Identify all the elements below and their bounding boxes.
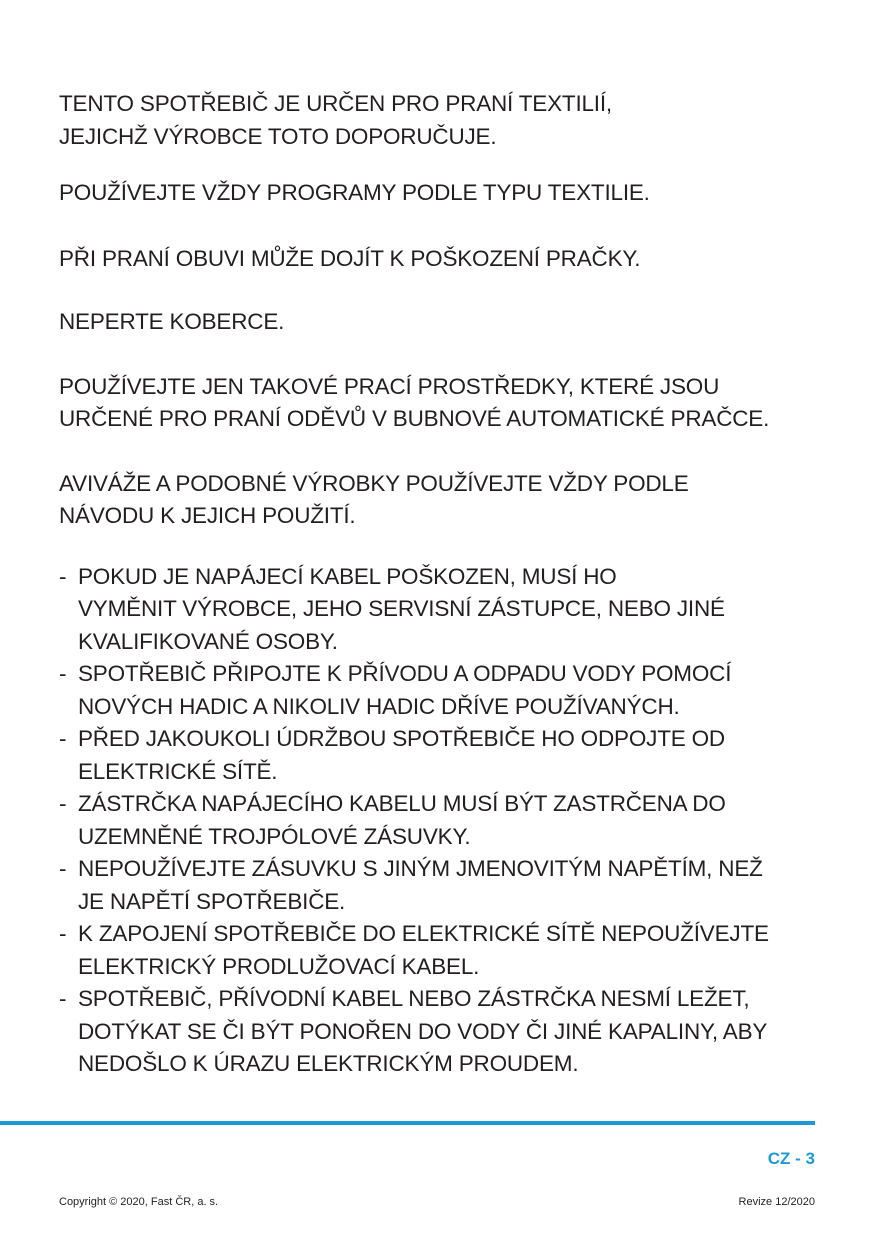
text-line: NÁVODU K JEJICH POUŽITÍ. — [59, 503, 356, 528]
list-bullet: - — [59, 921, 67, 946]
list-item — [59, 788, 819, 853]
revision-label: Revize 12/2020 — [738, 1196, 815, 1208]
paragraph-detergents — [59, 371, 819, 436]
document-body — [59, 88, 819, 1081]
list-bullet: - — [59, 726, 67, 751]
paragraph-carpets — [59, 306, 819, 339]
paragraph-programs — [59, 177, 819, 210]
text-line: UZEMNĚNÉ TROJPÓLOVÉ ZÁSUVKY. — [78, 823, 471, 849]
text-line: DOTÝKAT SE ČI BÝT PONOŘEN DO VODY ČI JINÉ KAPALINY, ABY — [78, 1018, 768, 1044]
text-line: NOVÝCH HADIC A NIKOLIV HADIC DŘÍVE POUŽÍVANÝCH. — [78, 693, 680, 719]
list-item — [59, 561, 819, 659]
list-item — [59, 918, 819, 983]
text-line: KVALIFIKOVANÉ OSOBY. — [78, 628, 338, 654]
paragraph-intended-use — [59, 88, 819, 153]
page-number: CZ - 3 — [767, 1149, 815, 1168]
text-line: SPOTŘEBIČ PŘIPOJTE K PŘÍVODU A ODPADU VODY POMOCÍ — [78, 661, 732, 686]
text-line: PŘED JAKOUKOLI ÚDRŽBOU SPOTŘEBIČE HO ODPOJTE OD — [78, 726, 725, 751]
list-item — [59, 983, 819, 1081]
paragraph-shoes — [59, 243, 819, 276]
safety-list — [59, 561, 819, 1081]
text-line: POKUD JE NAPÁJECÍ KABEL POŠKOZEN, MUSÍ HO — [78, 563, 617, 589]
list-item — [59, 723, 819, 788]
list-bullet: - — [59, 791, 67, 816]
list-item — [59, 853, 819, 918]
text-line: TENTO SPOTŘEBIČ JE URČEN PRO PRANÍ TEXTILIÍ, — [59, 91, 612, 116]
text-line: VYMĚNIT VÝROBCE, JEHO SERVISNÍ ZÁSTUPCE, NEBO JINÉ — [78, 596, 725, 621]
list-bullet: - — [59, 563, 67, 589]
text-line: AVIVÁŽE A PODOBNÉ VÝROBKY POUŽÍVEJTE VŽDY PODLE — [59, 470, 689, 496]
list-item — [59, 658, 819, 723]
text-line: JE NAPĚTÍ SPOTŘEBIČE. — [78, 888, 346, 914]
text-line: PŘI PRANÍ OBUVI MŮŽE DOJÍT K POŠKOZENÍ PRAČKY. — [59, 245, 641, 271]
text-line: URČENÉ PRO PRANÍ ODĚVŮ V BUBNOVÉ AUTOMATICKÉ PRAČCE. — [59, 406, 770, 431]
text-line: ZÁSTRČKA NAPÁJECÍHO KABELU MUSÍ BÝT ZASTRČENA DO — [78, 791, 726, 816]
footer-divider — [0, 1121, 815, 1125]
list-bullet: - — [59, 856, 67, 881]
text-line: POUŽÍVEJTE JEN TAKOVÉ PRACÍ PROSTŘEDKY, KTERÉ JSOU — [59, 373, 720, 399]
copyright-notice: Copyright © 2020, Fast ČR, a. s. — [59, 1196, 219, 1208]
list-bullet: - — [59, 986, 67, 1011]
text-line: JEJICHŽ VÝROBCE TOTO DOPORUČUJE. — [59, 123, 497, 149]
text-line: NEDOŠLO K ÚRAZU ELEKTRICKÝM PROUDEM. — [78, 1051, 579, 1076]
text-line: SPOTŘEBIČ, PŘÍVODNÍ KABEL NEBO ZÁSTRČKA NESMÍ LEŽET, — [78, 986, 750, 1011]
paragraph-softeners — [59, 468, 819, 533]
text-line: K ZAPOJENÍ SPOTŘEBIČE DO ELEKTRICKÉ SÍTĚ NEPOUŽÍVEJTE — [78, 921, 769, 946]
text-line: ELEKTRICKÉ SÍTĚ. — [78, 758, 278, 784]
text-line: NEPERTE KOBERCE. — [59, 309, 285, 334]
list-bullet: - — [59, 661, 67, 686]
text-line: NEPOUŽÍVEJTE ZÁSUVKU S JINÝM JMENOVITÝM NAPĚTÍM, NEŽ — [78, 856, 763, 881]
text-line: POUŽÍVEJTE VŽDY PROGRAMY PODLE TYPU TEXTILIE. — [59, 180, 650, 205]
text-line: ELEKTRICKÝ PRODLUŽOVACÍ KABEL. — [78, 953, 480, 979]
